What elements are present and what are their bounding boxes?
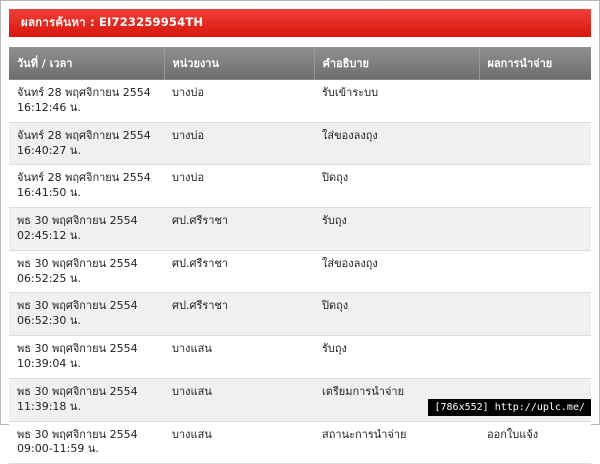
cell-datetime <box>9 421 164 464</box>
cell-office: บางบ่อ <box>164 165 314 208</box>
cell-date: จันทร์ 28 พฤศจิกายน 2554 <box>17 128 151 142</box>
cell-date: พธ 30 พฤศจิกายน 2554 <box>17 342 138 356</box>
cell-description: เตรียมการนำจ่าย <box>314 378 479 421</box>
cell-date: พธ 30 พฤศจิกายน 2554 <box>17 299 138 313</box>
cell-description: สถานะการนำจ่าย <box>314 421 479 464</box>
cell-date: พธ 30 พฤศจิกายน 2554 <box>17 256 138 270</box>
cell-delivery-result <box>479 80 591 123</box>
cell-description: ใส่ของลงถุง <box>314 122 479 165</box>
column-header-delivery-result: ผลการนำจ่าย <box>479 47 591 80</box>
cell-delivery-result <box>479 250 591 293</box>
cell-time: 16:12:46 น. <box>17 100 81 114</box>
cell-date: พธ 30 พฤศจิกายน 2554 <box>17 427 138 441</box>
cell-description: ปิดถุง <box>314 293 479 336</box>
cell-delivery-result <box>479 208 591 251</box>
cell-delivery-result <box>479 293 591 336</box>
cell-time: 06:52:30 น. <box>17 314 81 328</box>
result-panel <box>9 9 591 456</box>
cell-time: 09:00-11:59 น. <box>17 442 99 456</box>
cell-time: 10:39:04 น. <box>17 356 81 370</box>
cell-datetime <box>9 378 164 421</box>
cell-description: รับถุง <box>314 336 479 379</box>
cell-office: ศป.ศรีราชา <box>164 293 314 336</box>
cell-delivery-result <box>479 165 591 208</box>
cell-delivery-result <box>479 336 591 379</box>
table-row <box>9 208 591 251</box>
cell-office: ศป.ศรีราชา <box>164 208 314 251</box>
table-row <box>9 293 591 336</box>
column-header-description: คำอธิบาย <box>314 47 479 80</box>
cell-date: จันทร์ 28 พฤศจิกายน 2554 <box>17 86 151 99</box>
cell-datetime <box>9 208 164 251</box>
page-title: ผลการค้นหา : EI723259954TH <box>21 15 204 29</box>
cell-office: ศป.ศรีราชา <box>164 250 314 293</box>
cell-datetime <box>9 293 164 336</box>
cell-office: บางแสน <box>164 336 314 379</box>
cell-datetime <box>9 80 164 123</box>
result-header <box>9 9 591 37</box>
cell-description: รับเข้าระบบ <box>314 80 479 123</box>
cell-time: 16:41:50 น. <box>17 186 81 200</box>
cell-office: บางบ่อ <box>164 122 314 165</box>
cell-date: พธ 30 พฤศจิกายน 2554 <box>17 214 138 228</box>
cell-time: 16:40:27 น. <box>17 143 81 157</box>
cell-datetime <box>9 122 164 165</box>
table-row <box>9 165 591 208</box>
cell-date: พธ 30 พฤศจิกายน 2554 <box>17 384 138 398</box>
cell-office: บางแสน <box>164 378 314 421</box>
watermark-footer: [786x552] http://uplc.me/ <box>428 399 591 416</box>
cell-time: 06:52:25 น. <box>17 271 81 285</box>
cell-delivery-result: ออกใบแจ้ง <box>479 421 591 464</box>
table-row <box>9 336 591 379</box>
cell-time: 02:45:12 น. <box>17 228 81 242</box>
cell-datetime <box>9 250 164 293</box>
column-header-office: หน่วยงาน <box>164 47 314 80</box>
cell-datetime <box>9 165 164 208</box>
cell-office: บางบ่อ <box>164 80 314 123</box>
cell-date: จันทร์ 28 พฤศจิกายน 2554 <box>17 171 151 185</box>
table-header <box>9 47 591 80</box>
cell-datetime <box>9 336 164 379</box>
table-row <box>9 250 591 293</box>
cell-time: 11:39:18 น. <box>17 399 81 413</box>
cell-description: รับถุง <box>314 208 479 251</box>
table-row <box>9 421 591 464</box>
cell-description: ปิดถุง <box>314 165 479 208</box>
table-row <box>9 80 591 123</box>
cell-delivery-result <box>479 122 591 165</box>
column-header-datetime: วันที่ / เวลา <box>9 47 164 80</box>
cell-office: บางแสน <box>164 421 314 464</box>
table-row <box>9 122 591 165</box>
cell-description: ใส่ของลงถุง <box>314 250 479 293</box>
table-header-row <box>9 47 591 80</box>
